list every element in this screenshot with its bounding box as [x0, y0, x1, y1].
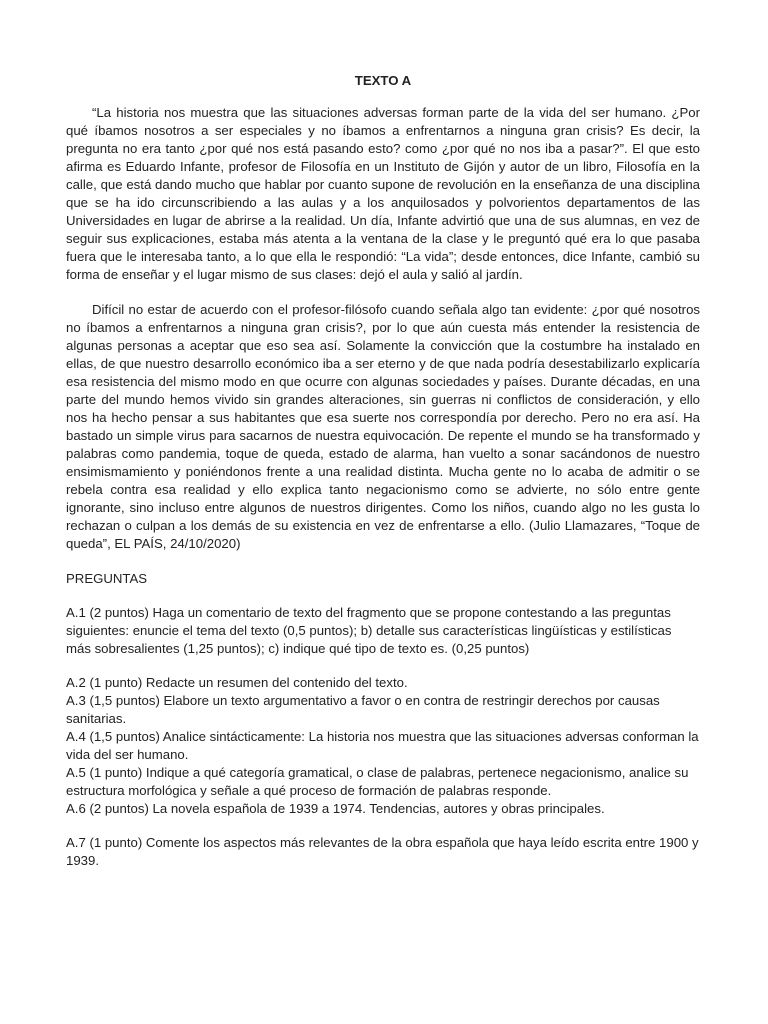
question-a3: A.3 (1,5 puntos) Elabore un texto argumentativo a favor o en contra de restringir derechos por causas sanitarias. [66, 693, 660, 726]
question-group-3 [66, 834, 700, 870]
document-page [66, 72, 700, 886]
question-a4: A.4 (1,5 puntos) Analice sintácticamente: La historia nos muestra que las situaciones adversas conforman la vida del ser humano. [66, 729, 699, 762]
document-title: TEXTO A [354, 73, 412, 88]
question-a6: A.6 (2 puntos) La novela española de 1939 a 1974. Tendencias, autores y obras principales. [66, 801, 605, 816]
question-a1: A.1 (2 puntos) Haga un comentario de texto del fragmento que se propone contestando a las preguntas siguientes: enuncie el tema del texto (0,5 puntos); b) detalle sus características lingüísticas y estilísticas más sobresalientes (1,25 puntos); c) indique qué tipo de texto es. (0,25 puntos) [66, 605, 672, 656]
question-a5: A.5 (1 punto) Indique a qué categoría gramatical, o clase de palabras, pertenece negacionismo, analice su estructura morfológica y señale a qué proceso de formación de palabras responde. [66, 765, 689, 798]
question-group-2 [66, 674, 700, 818]
question-group-1 [66, 604, 700, 658]
question-a2: A.2 (1 punto) Redacte un resumen del contenido del texto. [66, 675, 408, 690]
text-paragraph-1: “La historia nos muestra que las situaciones adversas forman parte de la vida del ser humano. ¿Por qué íbamos nosotros a ser especiales y no íbamos a enfrentarnos a ninguna gran crisis? Es decir, la pregunta no era tanto ¿por qué nos está pasando esto? como ¿por qué no nos iba a pasar?”. El que esto afirma es Eduardo Infante, profesor de Filosofía en un Instituto de Gijón y autor de un libro, Filosofía en la calle, que está dando mucho que hablar por cuanto supone de revolución en la enseñanza de una disciplina que se ha ido circunscribiendo a las aulas y a los anquilosados y polvorientos departamentos de las Universidades en lugar de abrirse a la realidad. Un día, Infante advirtió que una de sus alumnas, en vez de seguir sus explicaciones, estaba más atenta a la ventana de la clase y le preguntó qué era lo que pasaba fuera que le interesaba tanto, a lo que ella le respondió: “La vida”; desde entonces, dice Infante, cambió su forma de enseñar y el lugar mismo de sus clases: dejó el aula y salió al jardín. [66, 105, 700, 282]
question-a7: A.7 (1 punto) Comente los aspectos más relevantes de la obra española que haya leído escrita entre 1900 y 1939. [66, 835, 699, 868]
questions-heading: PREGUNTAS [66, 571, 148, 586]
text-paragraph-2: Difícil no estar de acuerdo con el profesor-filósofo cuando señala algo tan evidente: ¿por qué nosotros no íbamos a enfrentarnos a ninguna gran crisis?, por lo que aún cuesta más entender la resistencia de algunas personas a aceptar que eso sea así. Solamente la convicción que la costumbre ha instalado en ellas, de que nuestro desarrollo económico iba a ser eterno y de que nada podría desestabilizarlo explicaría esa resistencia del mismo modo en que ocurre con algunas sociedades y países. Durante décadas, en una parte del mundo hemos vivido sin grandes alteraciones, sin guerras ni conflictos de consideración, y ello nos ha hecho pensar a sus habitantes que esa suerte nos correspondía por derecho. Pero no era así. Ha bastado un simple virus para sacarnos de nuestra equivocación. De repente el mundo se ha transformado y palabras como pandemia, toque de queda, estado de alarma, han vuelto a sonar sacándonos de nuestro ensimismamiento y poniéndonos frente a una realidad distinta. Mucha gente no lo acaba de admitir o se rebela contra esa realidad y ello explica tanto negacionismo como se advierte, no sólo entre gente ignorante, sino incluso entre algunos de nuestros dirigentes. Como los niños, cuando algo no les gusta lo rechazan o culpan a los demás de su existencia en vez de enfrentarse a ello. (Julio Llamazares, “Toque de queda”, EL PAÍS, 24/10/2020) [66, 302, 700, 551]
